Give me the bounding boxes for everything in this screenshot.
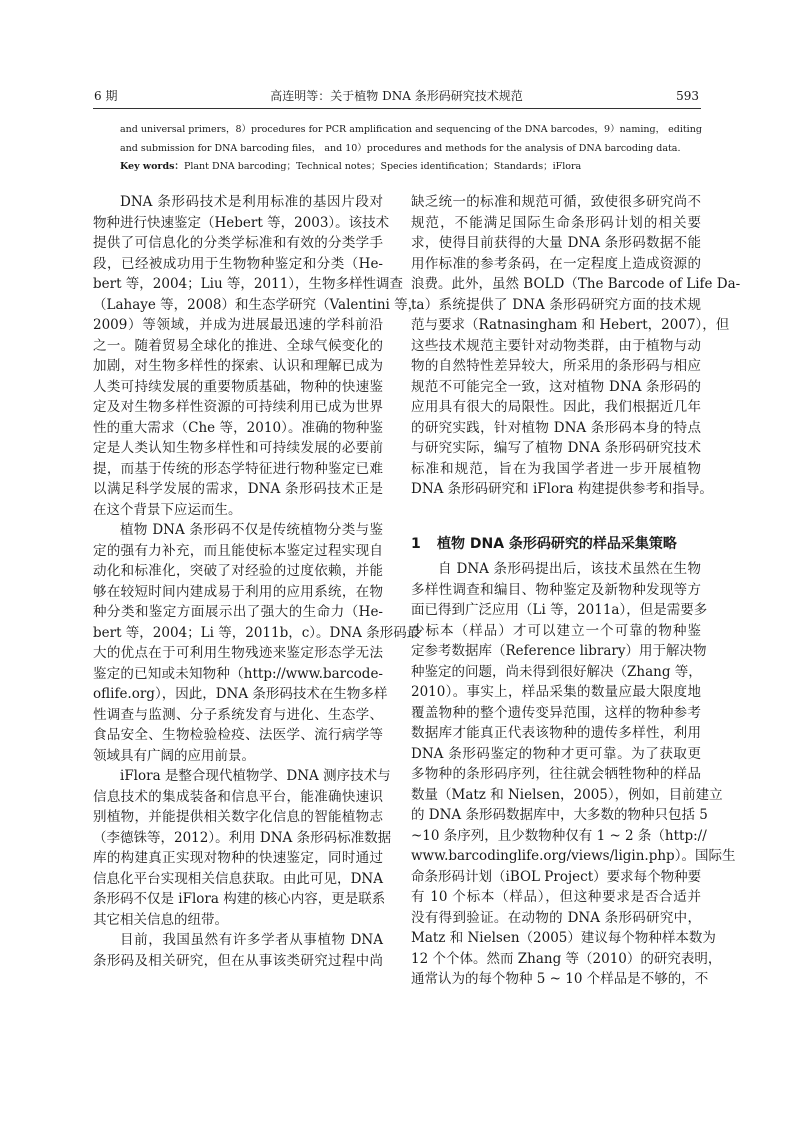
- paragraph-line: 的 DNA 条形码数据库中，大多数的物种只包括 5: [411, 807, 708, 823]
- paragraph-line: 加剧，对生物多样性的探索、认识和理解已成为: [93, 358, 383, 374]
- section-number: 1: [411, 536, 421, 552]
- paragraph-line: 浪费。此外，虽然 BOLD（The Barcode of Life Da-: [411, 276, 741, 292]
- paragraph-line: 这些技术规范主要针对动物类群，由于植物与动: [411, 338, 701, 354]
- paragraph-line: 够在较短时间内建成易于利用的应用系统，在物: [93, 584, 383, 600]
- paragraph-line: 提，而基于传统的形态学特征进行物种鉴定已难: [93, 461, 383, 477]
- paragraph-line: bert 等，2004；Liu 等，2011），生物多样性调查: [93, 276, 404, 292]
- paragraph-line: 大的优点在于可利用生物残迹来鉴定形态学无法: [93, 645, 383, 661]
- paragraph-line: 性的重大需求（Che 等，2010）。准确的物种鉴: [93, 420, 383, 436]
- paragraph-line: 性调查与监测、分子系统发育与进化、生态学、: [93, 707, 383, 723]
- paragraph-line: 的研究实践，针对植物 DNA 条形码本身的特点: [411, 420, 701, 436]
- abstract-line: and submission for DNA barcoding files， and 10）procedures and methods for the analysis of DNA barcoding data.: [120, 142, 681, 154]
- paragraph-line: 动化和标准化，突破了对经验的过度依赖，并能: [93, 563, 383, 579]
- paragraph-line: 通常认为的每个物种 5 ~ 10 个样品是不够的，不: [411, 971, 709, 987]
- paragraph-line: 标准和规范，旨在为我国学者进一步开展植物: [411, 461, 701, 477]
- paragraph-line: 2009）等领域，并成为进展最迅速的学科前沿: [93, 317, 383, 333]
- paragraph-line: 定参考数据库（Reference library）用于解决物: [411, 643, 707, 659]
- paragraph-line: 库的构建真正实现对物种的快速鉴定，同时通过: [93, 850, 383, 866]
- keywords-line: [120, 158, 680, 177]
- paragraph-line: 植物 DNA 条形码不仅是传统植物分类与鉴: [120, 522, 383, 538]
- paragraph-line: DNA 条形码研究和 iFlora 构建提供参考和指导。: [411, 481, 713, 497]
- paragraph-line: 多样性调查和编目、物种鉴定及新物种发现等方: [411, 582, 701, 598]
- paragraph-line: 鉴定的已知或未知物种（http://www.barcode-: [93, 666, 383, 682]
- paragraph-line: 没有得到验证。在动物的 DNA 条形码研究中，: [411, 910, 701, 926]
- paragraph-line: 其它相关信息的纽带。: [93, 912, 228, 928]
- running-header-title: 高连明等：关于植物 DNA 条形码研究技术规范: [270, 89, 523, 103]
- paragraph-line: Matz 和 Nielsen（2005）建议每个物种样本数为: [411, 930, 716, 946]
- paragraph-line: 多物种的条形码序列，往往就会牺牲物种的样品: [411, 766, 701, 782]
- paragraph-line: www.barcodinglife.org/views/ligin.php）。国际生: [411, 848, 736, 864]
- section-title: 植物 DNA 条形码研究的样品采集策略: [437, 536, 677, 552]
- paragraph-line: 范与要求（Ratnasingham 和 Hebert，2007），但: [411, 317, 730, 333]
- paragraph-line: （Lahaye 等，2008）和生态学研究（Valentini 等，: [93, 297, 422, 313]
- paragraph-line: DNA 条形码鉴定的物种才更可靠。为了获取更: [411, 746, 701, 762]
- keywords-label: Key words：: [120, 161, 184, 172]
- page-number: 593: [676, 89, 699, 103]
- paragraph-line: 用作标准的参考条码，在一定程度上造成资源的: [411, 256, 701, 272]
- paragraph-line: 有 10 个标本（样品），但这种要求是否合适并: [411, 889, 701, 905]
- paragraph-line: iFlora 是整合现代植物学、DNA 测序技术与: [120, 768, 391, 784]
- paragraph-line: 面已得到广泛应用（Li 等，2011a），但是需要多: [411, 602, 708, 618]
- keywords-text: Plant DNA barcoding；Technical notes；Species identification；Standards；iFlora: [183, 161, 582, 172]
- paragraph-line: 别植物，并能提供相关数字化信息的智能植物志: [93, 809, 383, 825]
- paragraph-line: 覆盖物种的整个遗传变异范围，这样的物种参考: [411, 705, 701, 721]
- paragraph-line: 定是人类认知生物多样性和可持续发展的必要前: [93, 440, 383, 456]
- running-header-issue: 6 期: [94, 89, 118, 103]
- paragraph-line: 领域具有广阔的应用前景。: [93, 748, 255, 764]
- paragraph-line: 求，使得目前获得的大量 DNA 条形码数据不能: [411, 235, 701, 251]
- paragraph-line: 规范，不能满足国际生命条形码计划的相关要: [411, 215, 701, 231]
- paragraph-line: 种分类和鉴定方面展示出了强大的生命力（He-: [93, 604, 383, 620]
- paragraph-line: 12 个个体。然而 Zhang 等（2010）的研究表明，: [411, 951, 722, 967]
- abstract-tail: [120, 121, 702, 177]
- paragraph-line: 以满足科学发展的需求，DNA 条形码技术正是: [93, 481, 383, 497]
- paragraph-line: 人类可持续发展的重要物质基础，物种的快速鉴: [93, 379, 383, 395]
- paragraph-line: 与研究实际，编写了植物 DNA 条形码研究技术: [411, 440, 701, 456]
- abstract-line: and universal primers，8）procedures for PCR amplification and sequencing of the DNA barcodes，9）naming， editing: [120, 124, 702, 135]
- paragraph-line: 信息化平台实现相关信息获取。由此可见，DNA: [93, 871, 383, 887]
- paragraph-line: 规范不可能完全一致，这对植物 DNA 条形码的: [411, 379, 701, 395]
- paragraph-line: 2010）。事实上，样品采集的数量应最大限度地: [411, 684, 701, 700]
- paragraph-line: 条形码及相关研究，但在从事该类研究过程中尚: [93, 953, 383, 969]
- paragraph-line: 数量（Matz 和 Nielsen，2005），例如，目前建立: [411, 787, 723, 803]
- paragraph-line: 自 DNA 条形码提出后，该技术虽然在生物: [438, 561, 701, 577]
- paragraph-line: ta）系统提供了 DNA 条形码研究方面的技术规: [411, 297, 701, 313]
- paragraph-line: 之一。随着贸易全球化的推进、全球气候变化的: [93, 338, 383, 354]
- paragraph-line: （李德铢等，2012）。利用 DNA 条形码标准数据: [93, 830, 392, 846]
- paragraph-line: 种鉴定的问题，尚未得到很好解决（Zhang 等，: [411, 664, 702, 680]
- paragraph-line: 数据库才能真正代表该物种的遗传多样性，利用: [411, 725, 701, 741]
- paragraph-line: 食品安全、生物检验检疫、法医学、流行病学等: [93, 727, 383, 743]
- paragraph-line: 命条形码计划（iBOL Project）要求每个物种要: [411, 869, 702, 885]
- paragraph-line: 物种进行快速鉴定（Hebert 等，2003）。该技术: [93, 215, 390, 231]
- paragraph-line: 信息技术的集成装备和信息平台，能准确快速识: [93, 789, 383, 805]
- paragraph-line: 段，已经被成功用于生物物种鉴定和分类（He-: [93, 256, 383, 272]
- paragraph-line: 在这个背景下应运而生。: [93, 502, 242, 518]
- paragraph-line: 条形码不仅是 iFlora 构建的核心内容，更是联系: [93, 891, 386, 907]
- header-rule: [93, 108, 701, 109]
- paragraph-line: 少标本（样品）才可以建立一个可靠的物种鉴: [411, 623, 701, 639]
- paragraph-line: DNA 条形码技术是利用标准的基因片段对: [120, 194, 383, 210]
- paragraph-line: 目前，我国虽然有许多学者从事植物 DNA: [120, 932, 383, 948]
- paragraph-line: 定及对生物多样性资源的可持续利用已成为世界: [93, 399, 383, 415]
- paragraph-line: 提供了可信息化的分类学标准和有效的分类学手: [93, 235, 383, 251]
- paragraph-line: 应用具有很大的局限性。因此，我们根据近几年: [411, 399, 701, 415]
- paragraph-line: bert 等，2004；Li 等，2011b，c）。DNA 条形码最: [93, 625, 421, 641]
- paragraph-line: oflife.org），因此，DNA 条形码技术在生物多样: [93, 686, 388, 702]
- paragraph-line: 定的强有力补充，而且能使标本鉴定过程实现自: [93, 543, 383, 559]
- paragraph-line: 缺乏统一的标准和规范可循，致使很多研究尚不: [411, 194, 701, 210]
- paragraph-line: 物的自然特性差异较大，所采用的条形码与相应: [411, 358, 701, 374]
- section-heading: [411, 534, 701, 554]
- paragraph-line: ~10 条序列，且少数物种仅有 1 ~ 2 条（http://: [411, 828, 707, 844]
